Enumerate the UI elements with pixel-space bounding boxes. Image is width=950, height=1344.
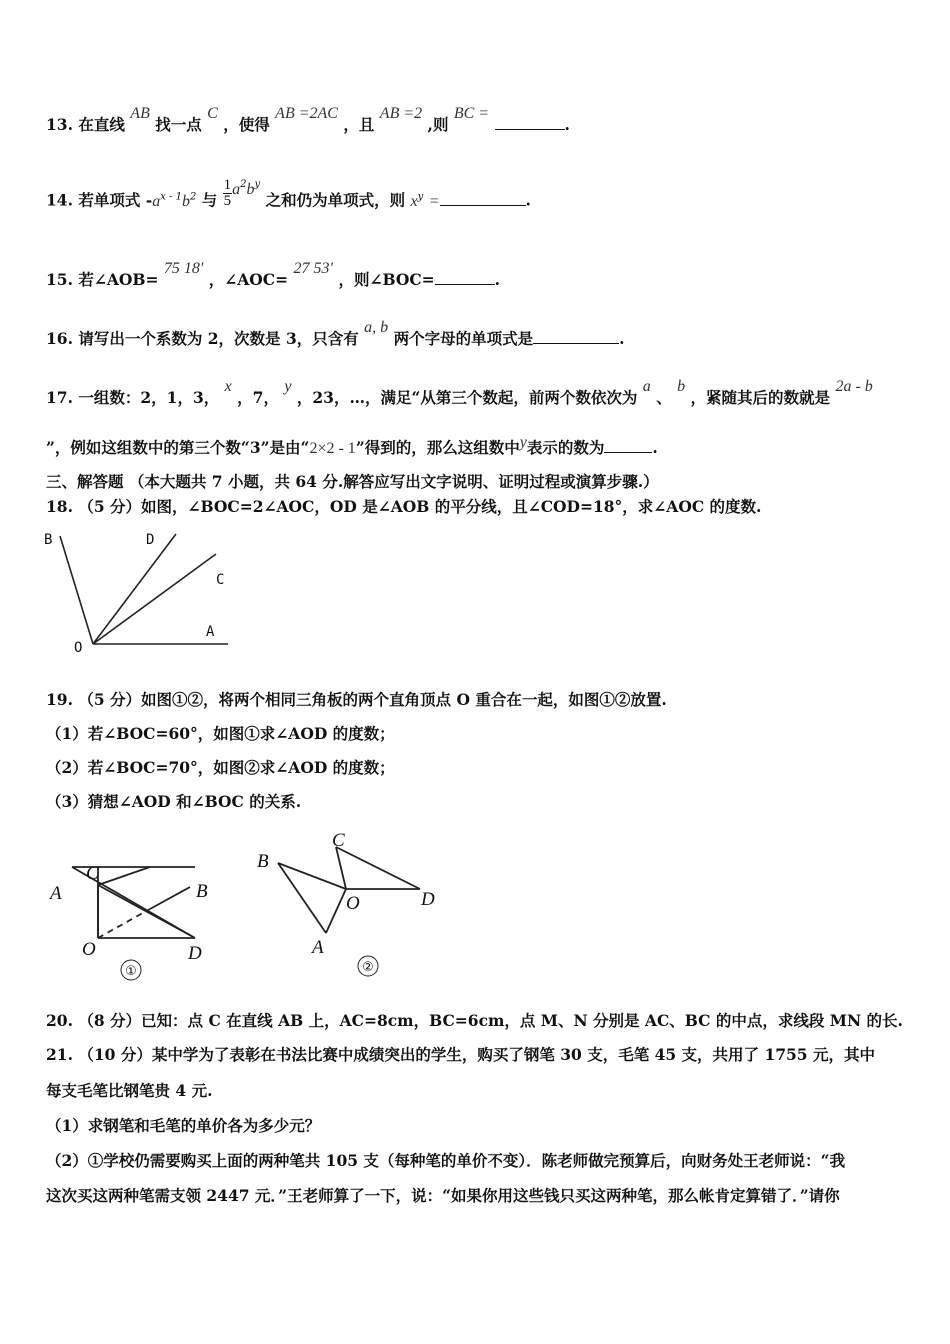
section-3-heading: 三、解答题 （本大题共 7 小题，共 64 分.解答应写出文字说明、证明过程或演算步骤.）	[46, 472, 659, 491]
q17-l2-text-1: ”，例如这组数中的第三个数“3”是由“	[46, 438, 310, 457]
q14-number: 14.	[46, 190, 73, 210]
q13-text-3: ，使得	[223, 115, 270, 134]
q17-number: 17.	[46, 388, 73, 407]
q19-f1-label-o: O	[82, 939, 96, 960]
q13-text-6: .	[564, 115, 570, 134]
q14-math-a: a	[152, 192, 161, 210]
q13-math-c: C	[207, 105, 218, 122]
q21-part-1: （1）求钢笔和毛笔的单价各为多少元？	[46, 1116, 321, 1135]
q14-math-x: x	[410, 192, 418, 210]
q19-part-2: （2）若∠BOC=70°，如图②求∠AOD 的度数；	[46, 758, 395, 777]
q14-math-b-exp: 2	[189, 191, 197, 203]
q15-math-v2: 27 53′	[293, 260, 334, 277]
q18-label-b: B	[44, 532, 53, 548]
q18-label-d: D	[146, 532, 155, 548]
q19-part-1: （1）若∠BOC=60°，如图①求∠AOD 的度数；	[46, 724, 395, 743]
q15-math-v1: 75 18′	[163, 260, 204, 277]
q18-label-c: C	[216, 572, 225, 588]
question-18: 18. （5 分）如图，∠BOC=2∠AOC，OD 是∠AOB 的平分线，且∠COD=18°，求∠AOC 的度数.	[46, 497, 762, 516]
question-17-line-2	[46, 434, 658, 459]
q19-f2-label-d: D	[421, 889, 435, 910]
q17-answer-blank[interactable]	[604, 438, 652, 453]
q17-l2-math-y: y	[519, 434, 527, 451]
q16-text-2: 两个字母的单项式是	[393, 329, 534, 348]
q18-ray-od	[93, 534, 176, 644]
question-19: 19. （5 分）如图①②，将两个相同三角板的两个直角顶点 O 重合在一起，如图①②放置.	[46, 690, 667, 709]
q19-f1-label-c: C	[86, 863, 99, 884]
q13-math-bc: BC =	[453, 105, 490, 122]
q16-number: 16.	[46, 329, 73, 348]
q13-text-4: ，且	[343, 115, 375, 134]
q13-math-eq2: AB =2	[379, 105, 423, 122]
q15-number: 15.	[46, 270, 73, 289]
q21-part-2-line-1: （2）①学校仍需要购买上面的两种笔共 105 支（每种笔的单价不变）．陈老师做完预算后，向财务处王老师说：“我	[46, 1151, 846, 1170]
q14-answer-blank[interactable]	[440, 191, 526, 206]
q14-frac-num: 1	[223, 177, 232, 193]
q17-math-y: y	[284, 378, 292, 395]
question-21-line-2: 每支毛笔比钢笔贵 4 元.	[46, 1081, 213, 1100]
q16-math-ab: a, b	[364, 319, 389, 336]
question-17-line-1	[46, 378, 873, 409]
q19-f1-label-a: A	[50, 883, 62, 904]
q19-f2-label-a: A	[312, 937, 324, 958]
q17-l2-text-4: .	[652, 438, 658, 457]
q17-text-1: 一组数：2，1，3，	[78, 388, 220, 407]
q15-answer-blank[interactable]	[435, 270, 495, 285]
q17-l2-math: 2×2 - 1	[309, 440, 356, 457]
q17-math-x: x	[224, 378, 232, 395]
q16-text-3: .	[619, 329, 625, 348]
q13-text-1: 在直线	[78, 115, 125, 134]
q15-text-3: ，则∠BOC=	[338, 270, 435, 289]
q17-text-2: ，7，	[237, 388, 279, 407]
q15-text-2: ，∠AOC=	[208, 270, 289, 289]
q18-label-o: O	[74, 640, 83, 656]
q14-math-b2-exp: y	[254, 179, 261, 191]
q14-text-3: 之和仍为单项式，则	[265, 190, 406, 210]
q19-f2-label-b: B	[257, 851, 269, 872]
q17-math-a: a	[642, 378, 651, 395]
q14-fraction	[223, 178, 233, 209]
q14-text-2: 与	[201, 190, 218, 210]
q18-ray-ob	[60, 536, 93, 644]
q14-math-b: b	[181, 192, 190, 210]
q19-f2-label-c: C	[332, 830, 345, 851]
question-13	[46, 105, 570, 136]
question-14	[46, 177, 531, 217]
q18-label-a: A	[206, 624, 215, 640]
question-16	[46, 319, 625, 350]
q17-l2-text-3: 表示的数为	[526, 438, 605, 457]
q13-text-2: 找一点	[155, 115, 202, 134]
q19-part-3: （3）猜想∠AOD 和∠BOC 的关系.	[46, 792, 302, 811]
q14-text-4: .	[525, 190, 531, 210]
q18-ray-oc	[93, 554, 216, 644]
q17-text-3: ，23，…，满足“从第三个数起，前两个数依次为	[296, 388, 638, 407]
q14-text-1: 若单项式 -	[78, 190, 153, 210]
q13-math-eq1: AB =2AC	[275, 105, 338, 122]
q14-math-a2: a	[232, 180, 241, 198]
q14-math-a2-exp: 2	[240, 179, 247, 191]
q19-f1-caption: ①	[125, 964, 137, 979]
q13-math-ab: AB	[130, 105, 150, 122]
q17-text-4: 、	[656, 388, 672, 407]
q21-part-2-line-2: 这次买这两种笔需支领 2447 元．”王老师算了一下，说：“如果你用这些钱只买这两种笔，那么帐肯定算错了．”请你	[46, 1186, 840, 1205]
q13-answer-blank[interactable]	[495, 115, 565, 130]
q19-figure-2	[278, 847, 420, 933]
q15-text-4: .	[494, 270, 501, 289]
q14-math-b2: b	[246, 180, 255, 198]
q19-figures	[40, 825, 460, 985]
q16-text-1: 请写出一个系数为 2，次数是 3，只含有	[78, 329, 359, 348]
q19-f2-caption: ②	[362, 960, 374, 975]
q17-math-b: b	[677, 378, 686, 395]
q14-math-a-exp: x - 1	[160, 191, 182, 203]
q19-f2-label-o: O	[346, 893, 360, 914]
q19-f1-label-b: B	[196, 881, 208, 902]
q14-math-x-exp: y	[417, 191, 424, 203]
q16-answer-blank[interactable]	[533, 329, 619, 344]
q18-figure	[40, 528, 240, 656]
q17-math-expr: 2a - b	[835, 378, 873, 395]
q14-math-eq: =	[428, 192, 440, 210]
question-21-line-1: 21. （10 分）某中学为了表彰在书法比赛中成绩突出的学生，购买了钢笔 30 支，毛笔 45 支，共用了 1755 元，其中	[46, 1045, 875, 1064]
question-15	[46, 260, 501, 291]
q15-text-1: 若∠AOB=	[78, 270, 159, 289]
q14-frac-den: 5	[223, 193, 232, 209]
q19-f1-label-d: D	[188, 943, 202, 964]
q13-text-5: ,则	[427, 115, 449, 134]
q13-number: 13.	[46, 115, 73, 134]
q17-text-5: ，紧随其后的数就是	[690, 388, 831, 407]
q17-l2-text-2: ”得到的，那么这组数中	[355, 438, 520, 457]
question-20: 20. （8 分）已知：点 C 在直线 AB 上，AC=8cm，BC=6cm，点 M、N 分别是 AC、BC 的中点，求线段 MN 的长.	[46, 1011, 903, 1030]
